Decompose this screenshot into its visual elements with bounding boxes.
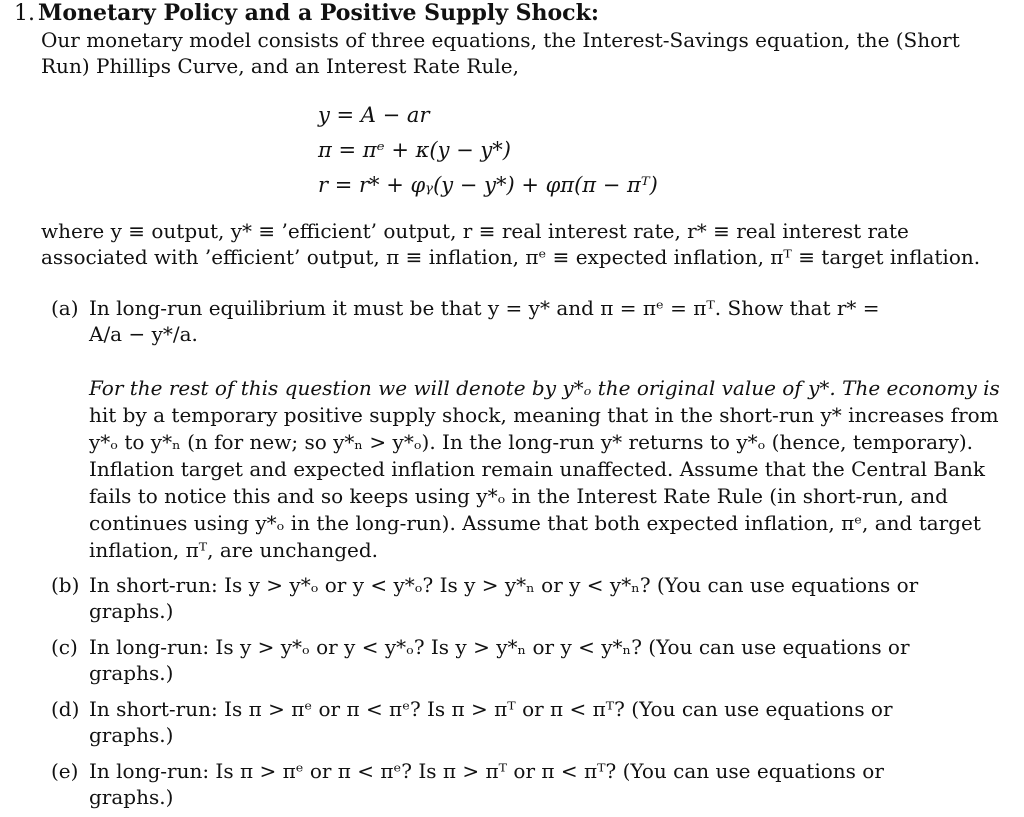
part-e-line-2: graphs.) [89,785,174,809]
context-line-5: fails to notice this and so keeps using y*ₒ in the Interest Rate Rule (in short-run, and [89,484,948,508]
part-d-label: (d) [51,697,80,721]
context-line-7: inflation, πᵀ, are unchanged. [89,538,378,562]
problem-number: 1. [14,1,35,26]
definitions-line-2: associated with ’efficient’ output, π ≡ inflation, πᵉ ≡ expected inflation, πᵀ ≡ target inflation. [41,245,981,269]
intro-line-1: Our monetary model consists of three equations, the Interest-Savings equation, the (Short [41,28,960,52]
part-d-line-2: graphs.) [89,723,174,747]
context-line-1 [89,375,1000,401]
part-b-line-1: In short-run: Is y > y*ₒ or y < y*ₒ? Is y > y*ₙ or y < y*ₙ? (You can use equations or [89,573,919,597]
part-c-line-2: graphs.) [89,661,174,685]
part-a-line-2: A/a − y*/a. [89,322,198,346]
intro-line-2: Run) Phillips Curve, and an Interest Rate Rule, [41,54,519,78]
equation-phillips-curve: π = πᵉ + κ(y − y*) [318,138,511,162]
equation-is-curve: y = A − ar [318,103,430,127]
part-c-label: (c) [51,635,78,659]
part-c-line-1: In long-run: Is y > y*ₒ or y < y*ₒ? Is y > y*ₙ or y < y*ₙ? (You can use equations or [89,635,910,659]
part-b-label: (b) [51,573,80,597]
problem-title: Monetary Policy and a Positive Supply Shock: [38,0,599,26]
context-line-6: continues using y*ₒ in the long-run). Assume that both expected inflation, πᵉ, and target [89,511,981,535]
part-a-line-1: In long-run equilibrium it must be that y = y* and π = πᵉ = πᵀ. Show that r* = [89,296,880,320]
definitions-line-1: where y ≡ output, y* ≡ ’efficient’ output, r ≡ real interest rate, r* ≡ real interest rate [41,219,909,243]
context-line-4: Inflation target and expected inflation remain unaffected. Assume that the Central Bank [89,457,986,481]
context-line-3: y*ₒ to y*ₙ (n for new; so y*ₙ > y*ₒ). In the long-run y* returns to y*ₒ (hence, temporary). [89,430,974,454]
part-b-line-2: graphs.) [89,599,174,623]
problem-title-line [14,0,599,27]
part-e-line-1: In long-run: Is π > πᵉ or π < πᵉ? Is π > πᵀ or π < πᵀ? (You can use equations or [89,759,884,783]
part-d-line-1: In short-run: Is π > πᵉ or π < πᵉ? Is π > πᵀ or π < πᵀ? (You can use equations or [89,697,893,721]
equation-interest-rate-rule: r = r* + φᵧ(y − y*) + φπ(π − πᵀ) [318,173,658,197]
context-line-2: hit by a temporary positive supply shock, meaning that in the short-run y* increases from [89,403,999,427]
part-a-label: (a) [51,296,79,320]
context-line-1-text: For the rest of this question we will denote by y*ₒ the original value of y*. The economy is [89,376,1000,400]
part-e-label: (e) [51,759,79,783]
